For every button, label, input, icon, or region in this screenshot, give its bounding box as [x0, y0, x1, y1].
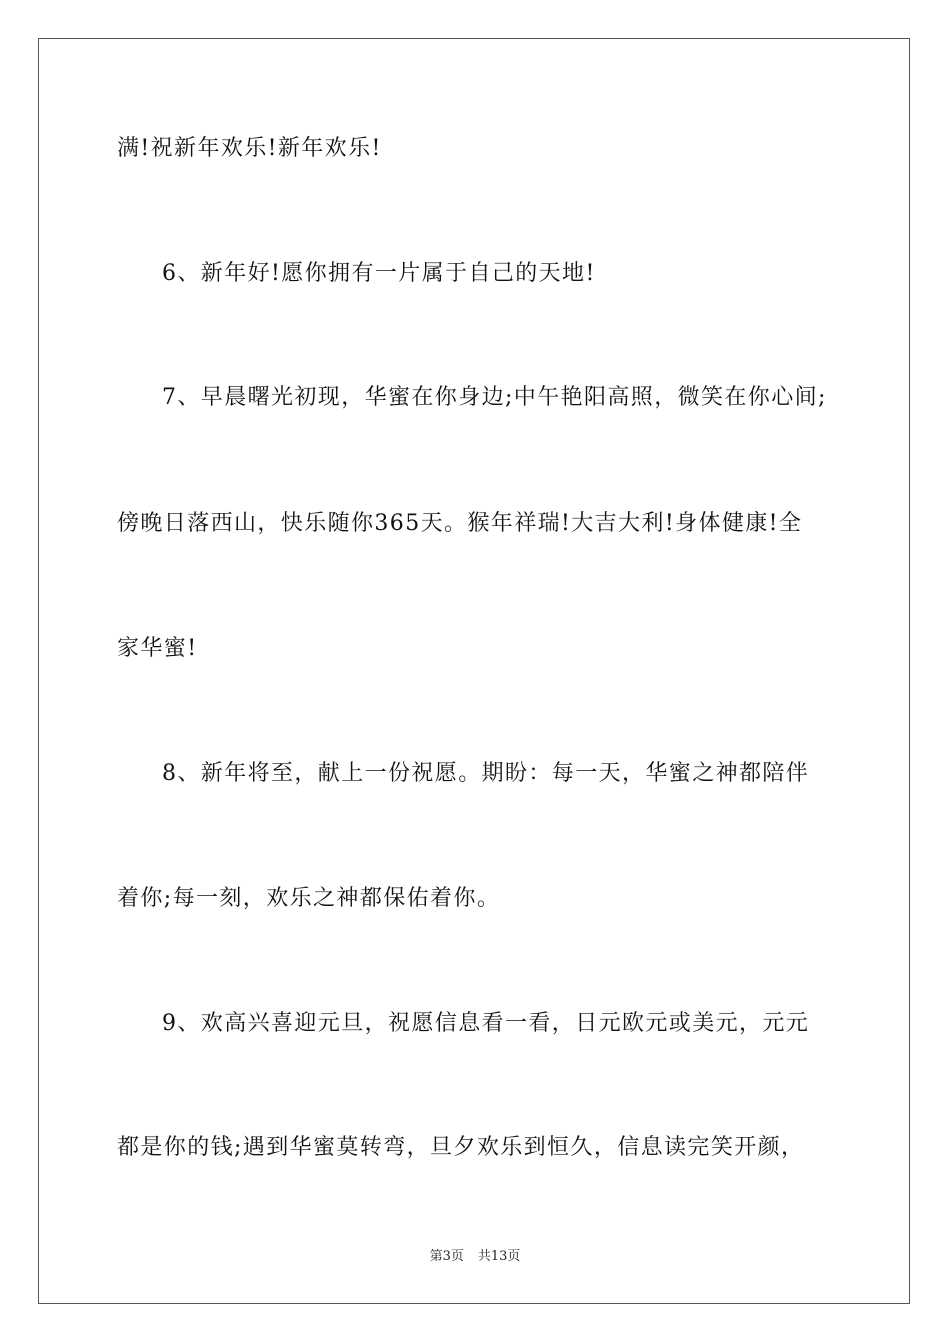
text-line: 家华蜜!	[117, 636, 198, 661]
text-line: 都是你的钱;遇到华蜜莫转弯，旦夕欢乐到恒久，信息读完笑开颜，	[117, 1135, 805, 1160]
text-line: 8、新年将至，献上一份祝愿。期盼：每一天，华蜜之神都陪伴	[162, 761, 810, 786]
text-line: 9、欢高兴喜迎元旦，祝愿信息看一看，日元欧元或美元，元元	[162, 1011, 810, 1036]
text-line: 6、新年好!愿你拥有一片属于自己的天地!	[162, 261, 596, 286]
page-footer	[0, 1248, 950, 1266]
page-border	[38, 38, 910, 1304]
text-line: 傍晚日落西山，快乐随你365天。猴年祥瑞!大吉大利!身体健康!全	[117, 511, 803, 536]
text-line: 满!祝新年欢乐!新年欢乐!	[117, 136, 382, 161]
page-total: 共13页	[477, 1249, 521, 1264]
text-line: 7、早晨曙光初现，华蜜在你身边;中午艳阳高照，微笑在你心间;	[162, 385, 827, 410]
page-number: 第3页	[429, 1249, 464, 1264]
text-line: 着你;每一刻，欢乐之神都保佑着你。	[117, 886, 501, 911]
